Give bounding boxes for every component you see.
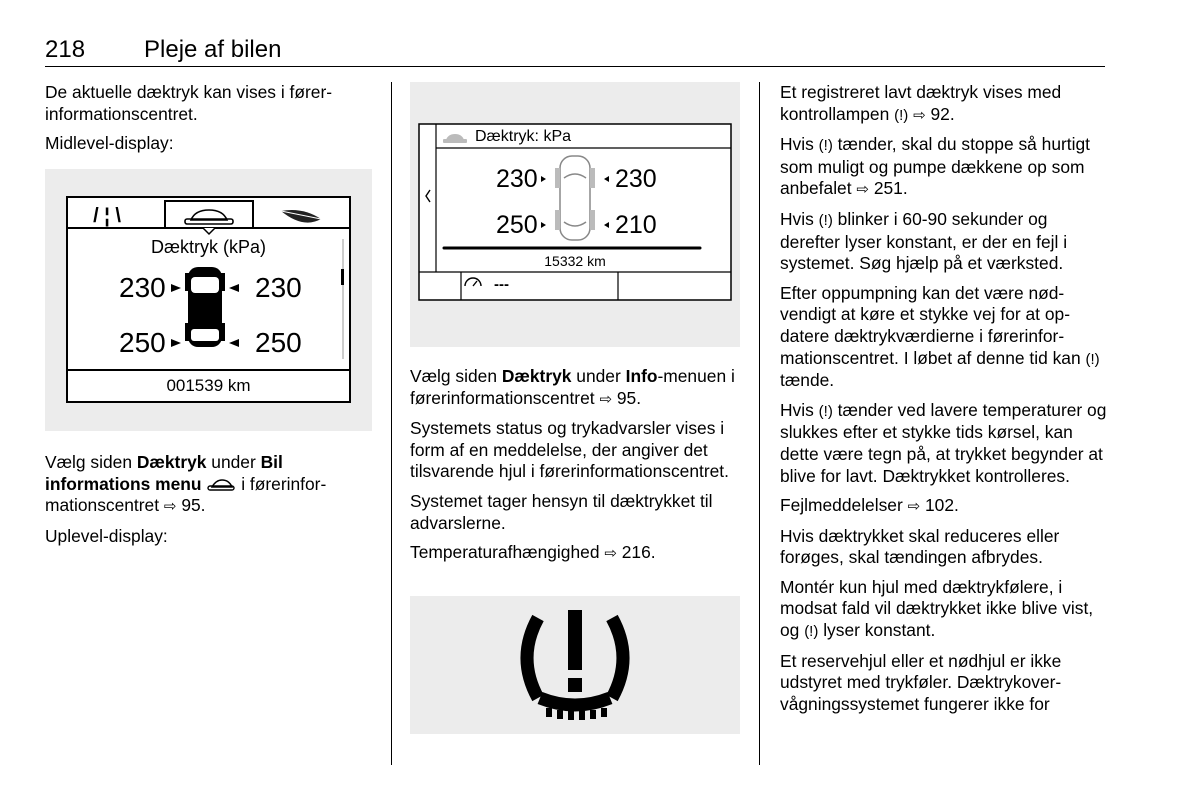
paragraph: Et reservehjul eller et nødhjul er ikke udstyret med trykføler. Dæktrykovervågningssystemet fungerer ikke for [780,650,1062,714]
column-divider [391,82,392,765]
paragraph: Vælg siden Dæktryk under Info-menuen i førerinformationscentret ⇨ 95. [410,366,735,408]
column-divider [759,82,760,765]
car-menu-icon [206,474,236,494]
tire-warning-icon: (!) [804,623,819,641]
paragraph: Vælg siden Dæktryk under Bil informations menu i førerinformationscentret ⇨ 95. [45,452,327,516]
paragraph: Hvis (!) tænder, skal du stoppe så hurtigt som muligt og pumpe dækkene op som anbefalet ⇨ 251. [780,134,1090,199]
paragraph: Efter oppumpning kan det være nødvendigt at køre et stykke vej for at opdatere dæktrykværdierne i førerinformationscentret. I løbet af denne tid kan (!) tænde. [780,282,1100,391]
tire-rear-left: 250 [496,211,538,239]
reference-arrow-icon: ⇨ [599,390,613,408]
tire-rear-right: 210 [615,211,657,239]
tire-warning-icon: (!) [1085,350,1100,368]
paragraph: Hvis dæktrykket skal reduceres eller forøges, skal tændingen afbrydes. [780,525,1060,568]
paragraph: Et registreret lavt dæktryk vises med kontrollampen (!) ⇨ 92. [780,82,1062,124]
tire-warning-icon: (!) [894,106,909,124]
odometer: 15332 km [544,253,606,269]
reference-arrow-icon: ⇨ [856,181,869,199]
car-top-view-icon [555,156,595,240]
column-1 [45,82,375,163]
header-rule [45,66,1105,67]
display-title: Dæktryk: kPa [475,128,572,145]
svg-text:/ ¦ \: / ¦ \ [93,205,121,227]
tire-warning-icon: (!) [818,211,833,229]
tire-warning-icon: (!) [818,137,833,155]
uplevel-display-figure [410,82,740,347]
reference-arrow-icon: ⇨ [907,498,921,516]
reference-arrow-icon: ⇨ [163,498,177,516]
tire-front-right: 230 [255,272,302,303]
tire-pressure-warning-figure [410,596,740,734]
column-1-lower [45,452,375,555]
speed-value: --- [494,276,509,293]
page-title: Pleje af bilen [144,36,282,63]
tire-warning-icon: (!) [818,402,833,420]
paragraph: Midlevel-display: [45,133,174,154]
car-top-view-icon [185,267,225,347]
paragraph: Uplevel-display: [45,525,168,546]
column-2 [410,366,740,573]
odometer: 001539 km [166,376,251,395]
paragraph: Hvis (!) tænder ved lavere temperaturer og slukkes efter et stykke tids kørsel, kan dette være tegn på, at trykket begynder at blive for lavt. Dæktrykket kontrolleres. [780,399,1107,486]
paragraph: Fejlmeddelelser ⇨ 102. [780,495,959,516]
tire-front-left: 230 [496,165,538,193]
page-number: 218 [45,36,86,63]
reference-arrow-icon: ⇨ [913,106,926,124]
paragraph: Montér kun hjul med dæktrykfølere, i modsat fald vil dæktrykket ikke blive vist, og (!) lyser konstant. [780,576,1094,641]
paragraph: Hvis (!) blinker i 60-90 sekunder og derefter lyser konstant, er der en fejl i systemet. Søg hjælp på et værksted. [780,208,1068,274]
paragraph: De aktuelle dæktryk kan vises i førerinformationscentret. [45,82,333,124]
paragraph: Systemets status og trykadvarsler vises i form af en meddelelse, der angiver det tilsvarende hjul i førerinformationscentret. [410,418,729,482]
paragraph: Temperaturafhængighed ⇨ 216. [410,542,656,563]
tire-rear-right: 250 [255,327,302,358]
display-title: Dæktryk (kPa) [150,237,266,257]
tire-front-right: 230 [615,165,657,193]
paragraph: Systemet tager hensyn til dæktrykket til advarslerne. [410,490,713,533]
road-icon [93,205,121,227]
midlevel-display-figure [45,169,372,431]
tire-pressure-warning-icon [410,596,740,734]
tire-rear-left: 250 [119,327,166,358]
column-3 [780,82,1110,723]
tire-front-left: 230 [119,272,166,303]
reference-arrow-icon: ⇨ [604,545,617,563]
